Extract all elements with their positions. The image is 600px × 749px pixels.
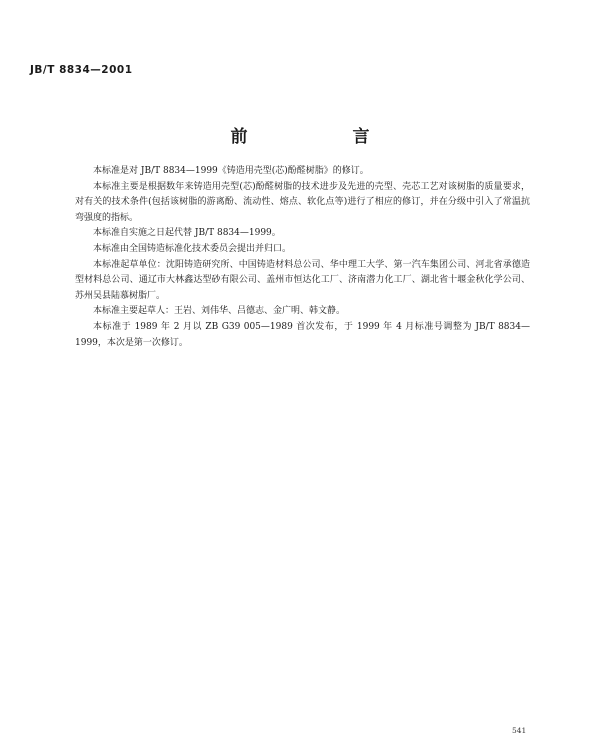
page-number: 541 <box>512 726 527 735</box>
paragraph-technical-basis: 本标准主要是根据数年来铸造用壳型(芯)酚醛树脂的技术进步及先进的壳型、壳芯工艺对该树脂的质量要求，对有关的技术条件(包括该树脂的游离酚、流动性、熔点、软化点等)进行了相应的修订，并在分级中引入了常温抗弯强度的指标。 <box>75 181 530 223</box>
paragraph-replacement: 本标准自实施之日起代替 JB/T 8834—1999。 <box>93 228 281 239</box>
paragraph-committee: 本标准由全国铸造标准化技术委员会提出并归口。 <box>93 243 292 254</box>
document-body <box>75 164 530 351</box>
paragraph-revision-note: 本标准是对 JB/T 8834—1999《铸造用壳型(芯)酚醛树脂》的修订。 <box>93 166 369 176</box>
paragraph-history: 本标准于 1989 年 2 月以 ZB G39 005—1989 首次发布，于 1999 年 4 月标准号调整为 JB/T 8834—1999，本次是第一次修订。 <box>75 321 530 348</box>
paragraph-drafting-units: 本标准起草单位：沈阳铸造研究所、中国铸造材料总公司、华中理工大学、第一汽车集团公司、河北省承德造型材料总公司、通辽市大林鑫达型砂有限公司、盖州市恒达化工厂、济南潜力化工厂、湖北省十堰金秋化学公司、苏州吴县陆慕树脂厂。 <box>75 259 530 301</box>
paragraph-drafters: 本标准主要起草人：王岩、刘伟华、吕德志、金广明、韩文静。 <box>93 306 346 317</box>
page-title: 前 言 <box>230 127 414 147</box>
document-code: JB/T 8834—2001 <box>30 64 133 76</box>
